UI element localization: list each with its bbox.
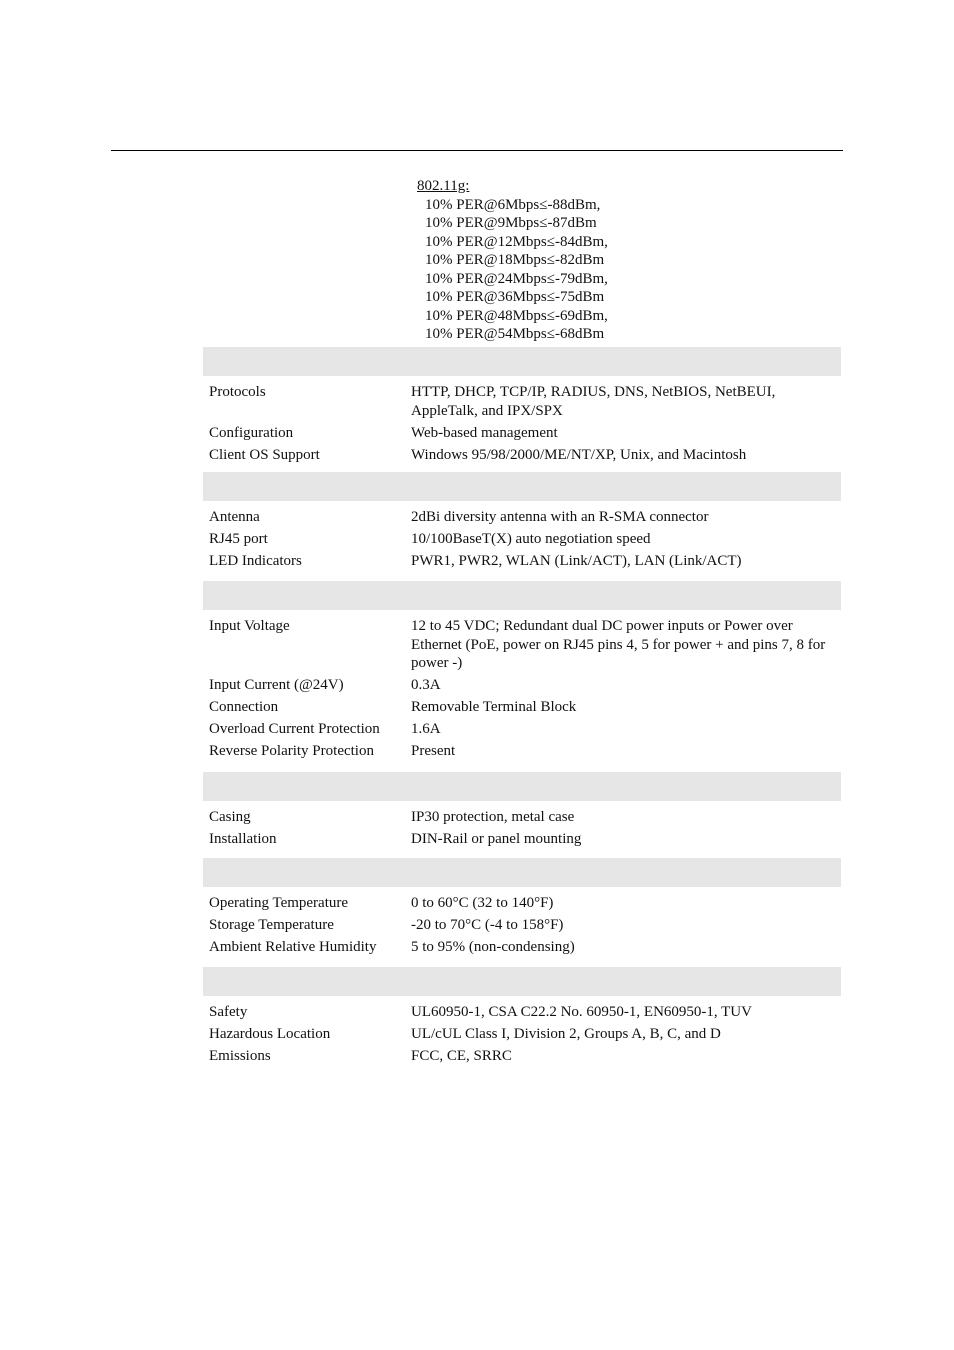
- spec-label: Input Current (@24V): [209, 677, 344, 693]
- sensitivity-line: 10% PER@18Mbps≤-82dBm: [425, 252, 605, 268]
- spec-label: Ambient Relative Humidity: [209, 939, 377, 955]
- spec-row: [203, 720, 841, 739]
- spec-row: [203, 617, 841, 673]
- spec-label: Client OS Support: [209, 446, 320, 463]
- spec-label: Configuration: [209, 424, 294, 441]
- spec-label: RJ45 port: [209, 531, 268, 547]
- spec-label: Hazardous Location: [209, 1026, 331, 1042]
- sensitivity-block: [417, 177, 837, 344]
- spec-section-environmental: [203, 858, 841, 960]
- spec-label: Antenna: [209, 509, 260, 525]
- spec-value: 2dBi diversity antenna with an R-SMA connector: [411, 509, 709, 525]
- sensitivity-heading: 802.11g:: [417, 178, 470, 194]
- spec-label: Safety: [209, 1004, 248, 1020]
- spec-row: [203, 1047, 841, 1066]
- spec-value: 0.3A: [411, 677, 441, 693]
- spec-value: 0 to 60°C (32 to 140°F): [411, 895, 554, 911]
- section-header-bar: [203, 472, 841, 501]
- spec-rows: [203, 801, 841, 849]
- spec-value: DIN-Rail or panel mounting: [411, 831, 582, 847]
- section-header-bar: [203, 772, 841, 801]
- spec-row: [203, 1025, 841, 1044]
- spec-row: [203, 424, 841, 443]
- spec-value: Web-based management: [411, 424, 558, 441]
- spec-row: [203, 676, 841, 695]
- spec-row: [203, 742, 841, 761]
- section-header-bar: [203, 858, 841, 887]
- spec-value: 12 to 45 VDC; Redundant dual DC power inputs or Power over Ethernet (PoE, power on RJ45 pins 4, 5 for power + and pins 7, 8 for power -): [411, 618, 826, 671]
- spec-row: [203, 916, 841, 935]
- spec-section-physical: [203, 772, 841, 852]
- spec-label: LED Indicators: [209, 553, 302, 569]
- spec-value: UL60950-1, CSA C22.2 No. 60950-1, EN60950-1, TUV: [411, 1004, 752, 1020]
- spec-value: Windows 95/98/2000/ME/NT/XP, Unix, and Macintosh: [411, 446, 747, 463]
- spec-value: Present: [411, 743, 456, 759]
- spec-value: UL/cUL Class I, Division 2, Groups A, B, C, and D: [411, 1026, 721, 1042]
- spec-label: Connection: [209, 699, 279, 715]
- spec-label: Operating Temperature: [209, 895, 349, 911]
- spec-rows: [203, 501, 841, 571]
- sensitivity-line: 10% PER@54Mbps≤-68dBm: [425, 326, 605, 342]
- spec-label: Reverse Polarity Protection: [209, 743, 374, 759]
- spec-rows: [203, 610, 841, 761]
- section-header-bar: [203, 581, 841, 610]
- spec-label: Protocols: [209, 384, 266, 400]
- spec-section-approvals: [203, 967, 841, 1069]
- sensitivity-line: 10% PER@9Mbps≤-87dBm: [425, 215, 597, 231]
- sensitivity-line: 10% PER@48Mbps≤-69dBm,: [425, 307, 608, 324]
- spec-label: Emissions: [209, 1048, 271, 1064]
- spec-value: IP30 protection, metal case: [411, 809, 575, 825]
- spec-value: 1.6A: [411, 721, 441, 737]
- spec-row: [203, 698, 841, 717]
- spec-row: [203, 383, 841, 420]
- spec-value: -20 to 70°C (-4 to 158°F): [411, 917, 564, 933]
- spec-row: [203, 894, 841, 913]
- spec-value: HTTP, DHCP, TCP/IP, RADIUS, DNS, NetBIOS, NetBEUI, AppleTalk, and IPX/SPX: [411, 384, 776, 419]
- sensitivity-line: 10% PER@36Mbps≤-75dBm: [425, 289, 605, 305]
- spec-rows: [203, 996, 841, 1066]
- spec-row: [203, 552, 841, 571]
- section-header-bar: [203, 967, 841, 996]
- spec-row: [203, 530, 841, 549]
- spec-section-software: [203, 347, 841, 468]
- spec-row: [203, 938, 841, 957]
- spec-rows: [203, 887, 841, 957]
- spec-value: 10/100BaseT(X) auto negotiation speed: [411, 531, 651, 547]
- spec-value: PWR1, PWR2, WLAN (Link/ACT), LAN (Link/ACT): [411, 553, 742, 569]
- spec-label: Installation: [209, 831, 277, 847]
- spec-value: Removable Terminal Block: [411, 699, 577, 715]
- spec-value: 5 to 95% (non-condensing): [411, 939, 575, 955]
- sensitivity-line: 10% PER@12Mbps≤-84dBm,: [425, 233, 608, 250]
- spec-label: Storage Temperature: [209, 917, 334, 933]
- spec-section-power: [203, 581, 841, 764]
- spec-label: Overload Current Protection: [209, 721, 380, 737]
- spec-label: Input Voltage: [209, 618, 290, 634]
- spec-row: [203, 508, 841, 527]
- section-header-bar: [203, 347, 841, 376]
- spec-section-interface: [203, 472, 841, 574]
- spec-rows: [203, 376, 841, 464]
- spec-row: [203, 808, 841, 827]
- spec-row: [203, 446, 841, 465]
- spec-row: [203, 1003, 841, 1022]
- spec-value: FCC, CE, SRRC: [411, 1048, 512, 1064]
- sensitivity-line: 10% PER@24Mbps≤-79dBm,: [425, 270, 608, 287]
- spec-row: [203, 830, 841, 849]
- header-rule: [111, 150, 843, 151]
- spec-label: Casing: [209, 809, 251, 825]
- sensitivity-line: 10% PER@6Mbps≤-88dBm,: [425, 196, 601, 213]
